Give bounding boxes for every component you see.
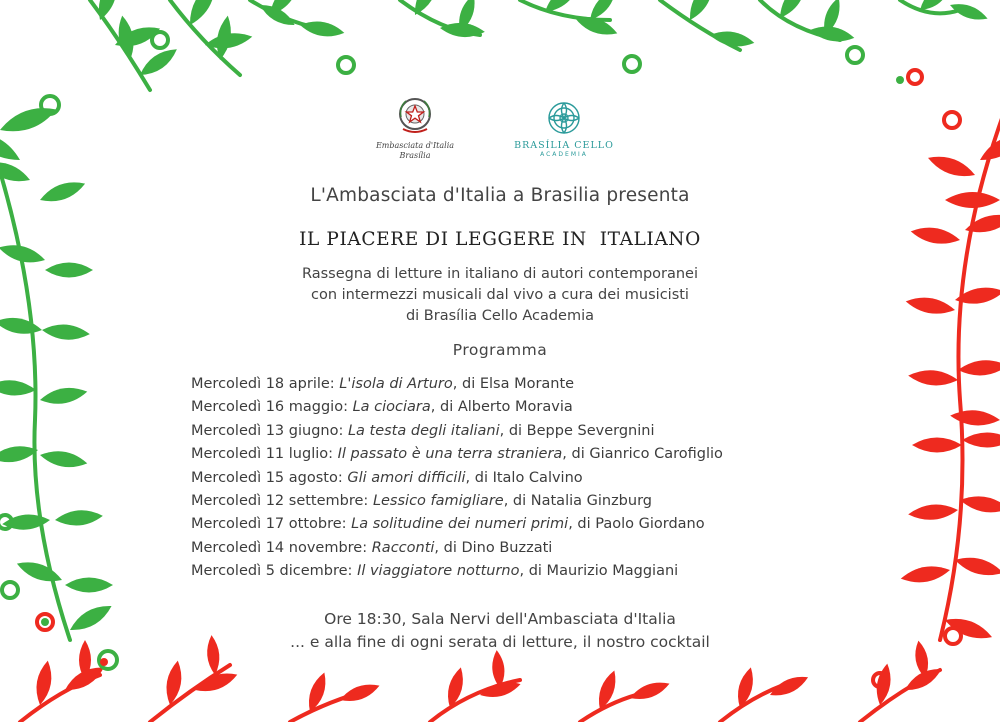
- program-book: Il passato è una terra straniera: [337, 446, 563, 463]
- program-author: , di Maurizio Maggiani: [519, 563, 679, 580]
- program-author: , di Paolo Giordano: [568, 516, 705, 533]
- embassy-caption-line2: Brasília: [399, 151, 431, 160]
- program-book: La ciociara: [352, 399, 431, 416]
- program-author: , di Beppe Severgnini: [499, 422, 655, 439]
- program-item: [191, 490, 831, 513]
- subtitle-line: di Brasília Cello Academia: [405, 308, 595, 324]
- cello-academy-logo: [505, 100, 623, 159]
- program-item: [191, 513, 831, 536]
- program-book: La solitudine dei numeri primi: [351, 516, 569, 533]
- program-book: Lessico famigliare: [372, 493, 504, 510]
- program-item: [191, 396, 831, 419]
- program-date: Mercoledì 17 ottobre:: [191, 516, 352, 533]
- subtitle-line: con intermezzi musicali dal vivo a cura dei musicisti: [311, 287, 689, 303]
- event-title: IL PIACERE DI LEGGERE IN ITALIANO: [299, 229, 701, 250]
- program-date: Mercoledì 18 aprile:: [191, 376, 340, 392]
- program-list: [191, 373, 831, 584]
- program-book: La testa degli italiani: [347, 422, 500, 439]
- program-date: Mercoledì 12 settembre:: [191, 493, 373, 510]
- program-author: , di Natalia Ginzburg: [503, 493, 652, 510]
- program-heading: Programma: [452, 341, 548, 359]
- presenter-line: L'Ambasciata d'Italia a Brasilia presenta: [310, 185, 690, 206]
- program-item: [191, 467, 831, 490]
- program-date: Mercoledì 13 giugno:: [191, 422, 348, 439]
- program-item: [191, 373, 831, 396]
- program-author: , di Gianrico Carofiglio: [562, 446, 723, 463]
- cocktail-line: ... e alla fine di ogni serata di letture, il nostro cocktail: [290, 633, 710, 651]
- event-footer: [0, 608, 1000, 654]
- subtitle-line: Rassegna di letture in italiano di autori contemporanei: [301, 266, 699, 282]
- program-item: [191, 560, 831, 583]
- program-book: Gli amori difficili: [347, 469, 466, 486]
- event-subtitle: [0, 264, 1000, 327]
- program-book: L'isola di Arturo: [339, 376, 453, 392]
- program-date: Mercoledì 15 agosto:: [191, 469, 348, 486]
- program-date: Mercoledì 11 luglio:: [191, 446, 338, 463]
- venue-line: Ore 18:30, Sala Nervi dell'Ambasciata d'Italia: [324, 610, 676, 628]
- cello-academy-subtitle: ACADEMIA: [540, 151, 588, 158]
- program-book: Racconti: [371, 539, 435, 556]
- program-item: [191, 420, 831, 443]
- italian-emblem-icon: [395, 95, 435, 137]
- program-date: Mercoledì 14 novembre:: [191, 539, 372, 556]
- program-date: Mercoledì 16 maggio:: [191, 399, 353, 416]
- program-author: , di Italo Calvino: [465, 469, 583, 486]
- program-date: Mercoledì 5 dicembre:: [191, 563, 358, 580]
- program-author: , di Dino Buzzati: [434, 539, 553, 556]
- program-author: , di Elsa Morante: [452, 376, 575, 392]
- embassy-logo: [370, 95, 460, 161]
- program-item: [191, 537, 831, 560]
- embassy-caption-line1: Embasciata d'Italia: [375, 141, 455, 150]
- cello-academy-name: BRASÍLIA CELLO: [514, 140, 614, 151]
- program-item: [191, 443, 831, 466]
- program-author: , di Alberto Moravia: [430, 399, 573, 416]
- mandala-icon: [546, 100, 582, 136]
- program-book: Il viaggiatore notturno: [357, 563, 520, 580]
